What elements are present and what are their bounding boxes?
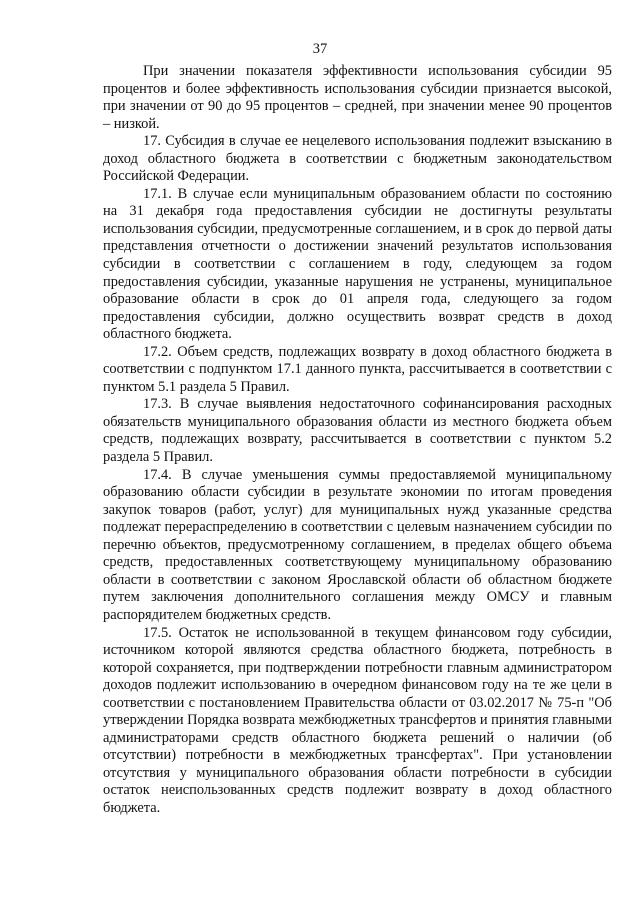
paragraph-17-2: 17.2. Объем средств, подлежащих возврату в доход областного бюджета в соответствии с подпунктом 17.1 данного пункта, рассчитывается в соответствии с пунктом 5.1 раздела 5 Правил. <box>103 343 612 395</box>
paragraph-17-3: 17.3. В случае выявления недостаточного софинансирования расходных обязательств муниципального образования области из местного бюджета объем средств, подлежащих возврату, рассчитывается в соответствии с пунктом 5.2 раздела 5 Правил. <box>103 396 612 466</box>
paragraph-efficiency-evaluation: При значении показателя эффективности использования субсидии 95 процентов и более эффективность использования субсидии признается высокой, при значении от 90 до 95 процентов – средней, при значении менее 90 процентов – низкой. <box>103 63 612 132</box>
page-number: 37 <box>312 41 328 57</box>
paragraph-17-1: 17.1. В случае если муниципальным образованием области по состоянию на 31 декабря года предоставления субсидии не достигнуты результаты использования субсидии, предусмотренные соглашением, и в срок до первой даты представления отчетности о достижении значений результатов использования субсидии в соответствии с соглашением в году, следующем за годом предоставления субсидии, указанные нарушения не устранены, муниципальное образование области в срок до 01 апреля года, следующего за годом предоставления субсидии, должно осуществить возврат средств в доход областного бюджета. <box>103 185 612 343</box>
document-body <box>103 63 612 818</box>
paragraph-17-4: 17.4. В случае уменьшения суммы предоставляемой муниципальному образованию области субсидии в результате экономии по итогам проведения закупок товаров (работ, услуг) для муниципальных нужд указанные средства подлежат перераспределению в соответствии с целевым назначением субсидии по перечню объектов, предусмотренному соглашением, в пределах общего объема средств, предоставленных соответствующему муниципальному образованию области в соответствии с законом Ярославской области об областном бюджете путем заключения дополнительного соглашения между ОМСУ и главным распорядителем бюджетных средств. <box>103 466 612 623</box>
paragraph-17: 17. Субсидия в случае ее нецелевого использования подлежит взысканию в доход областного бюджета в соответствии с бюджетным законодательством Российской Федерации. <box>103 133 612 185</box>
paragraph-17-5: 17.5. Остаток не использованной в текущем финансовом году субсидии, источником которой являются средства областного бюджета, потребность в которой сохраняется, при подтверждении потребности главным администратором доходов подлежит использованию в очередном финансовом году на те же цели в соответствии с постановлением Правительства области от 03.02.2017 № 75-п "Об утверждении Порядка возврата межбюджетных трансфертов и принятия главными администраторами средств областного бюджета решений о наличии (об отсутствии) потребности в межбюджетных трансфертах". При установлении отсутствия у муниципального образования области потребности в субсидии остаток неиспользованных средств подлежит возврату в доход областного бюджета. <box>103 624 612 816</box>
